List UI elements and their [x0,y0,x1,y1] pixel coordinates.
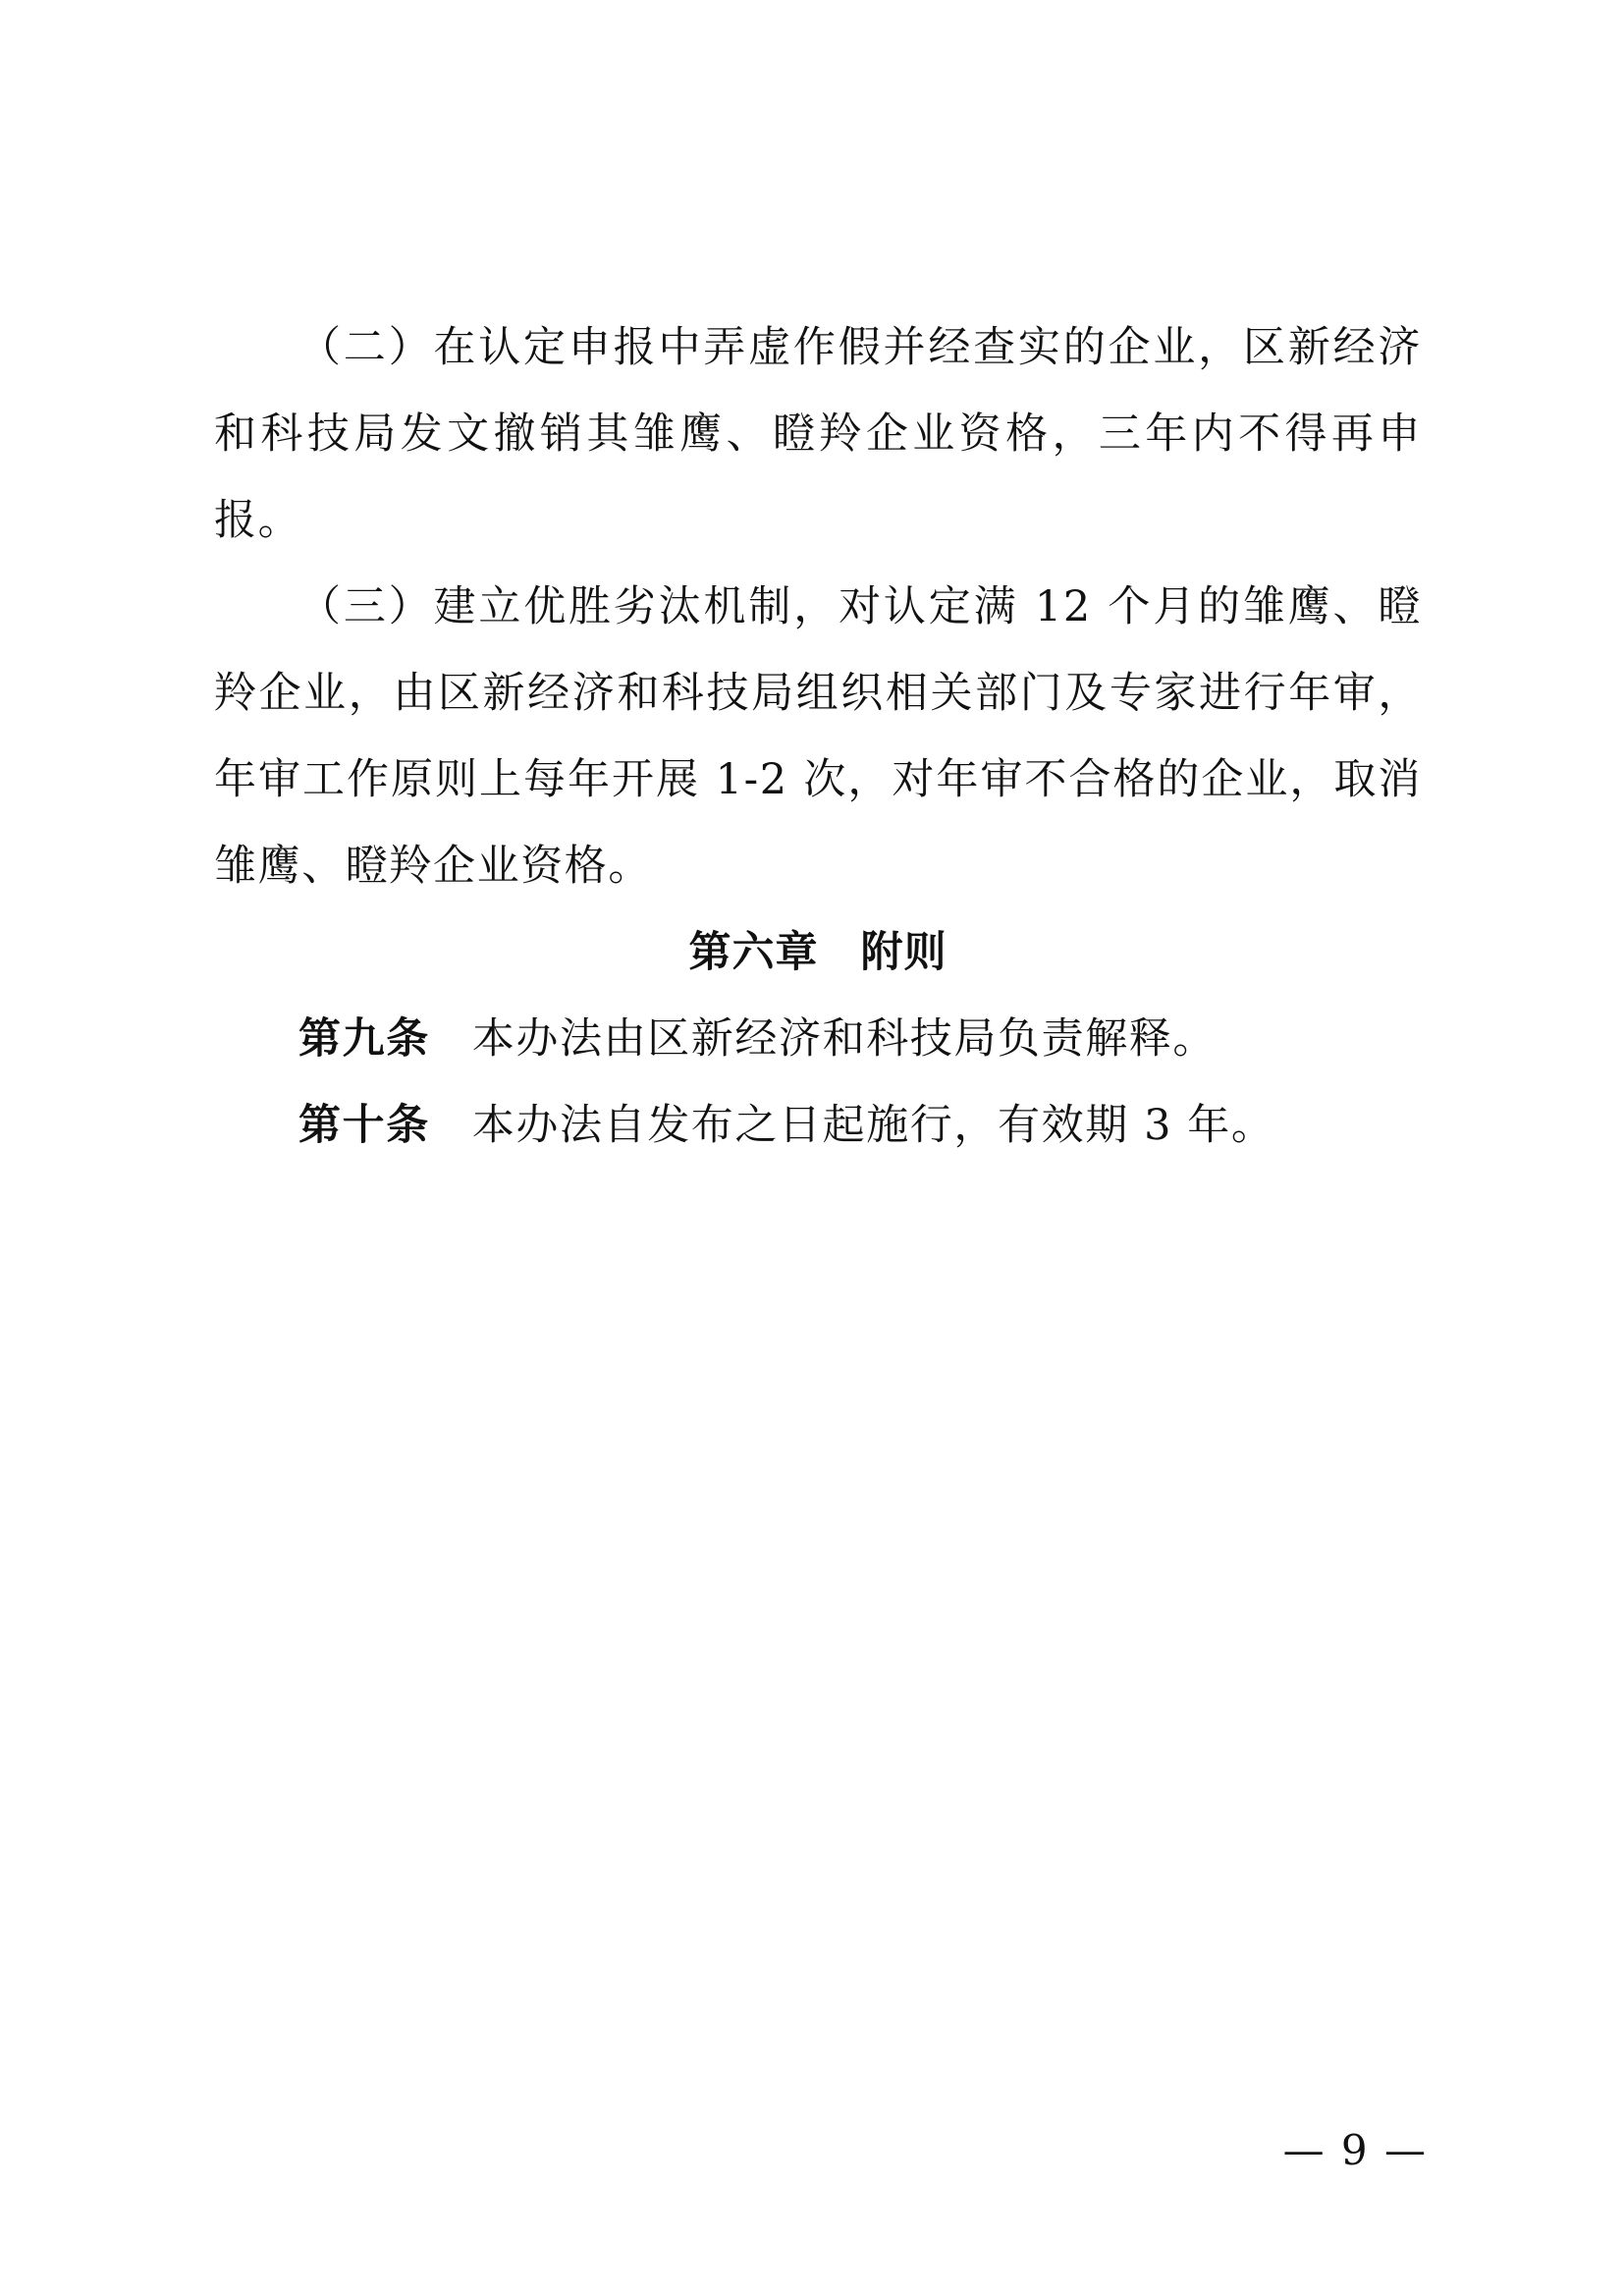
article-9-label: 第九条 [298,1014,430,1064]
chapter-heading [214,909,1422,996]
paragraph-item-3: （三）建立优胜劣汰机制，对认定满 12 个月的雏鹰、瞪羚企业，由区新经济和科技局组织相关部门及专家进行年审，年审工作原则上每年开展 1-2 次，对年审不合格的企业，取消雏鹰、瞪羚企业资格。 [214,582,1422,891]
paragraph-item-2: （二）在认定申报中弄虚作假并经查实的企业，区新经济和科技局发文撤销其雏鹰、瞪羚企业资格，三年内不得再申报。 [214,323,1422,545]
document-body [214,304,1422,1169]
article-10-label: 第十条 [298,1101,430,1150]
article-10 [214,1082,1422,1169]
article-9 [214,996,1422,1082]
article-10-text: 本办法自发布之日起施行，有效期 3 年。 [471,1101,1275,1150]
chapter-title: 附则 [860,928,947,977]
page-number: — 9 — [1282,2126,1428,2174]
chapter-number: 第六章 [688,928,819,977]
article-9-text: 本办法由区新经济和科技局负责解释。 [471,1014,1218,1064]
